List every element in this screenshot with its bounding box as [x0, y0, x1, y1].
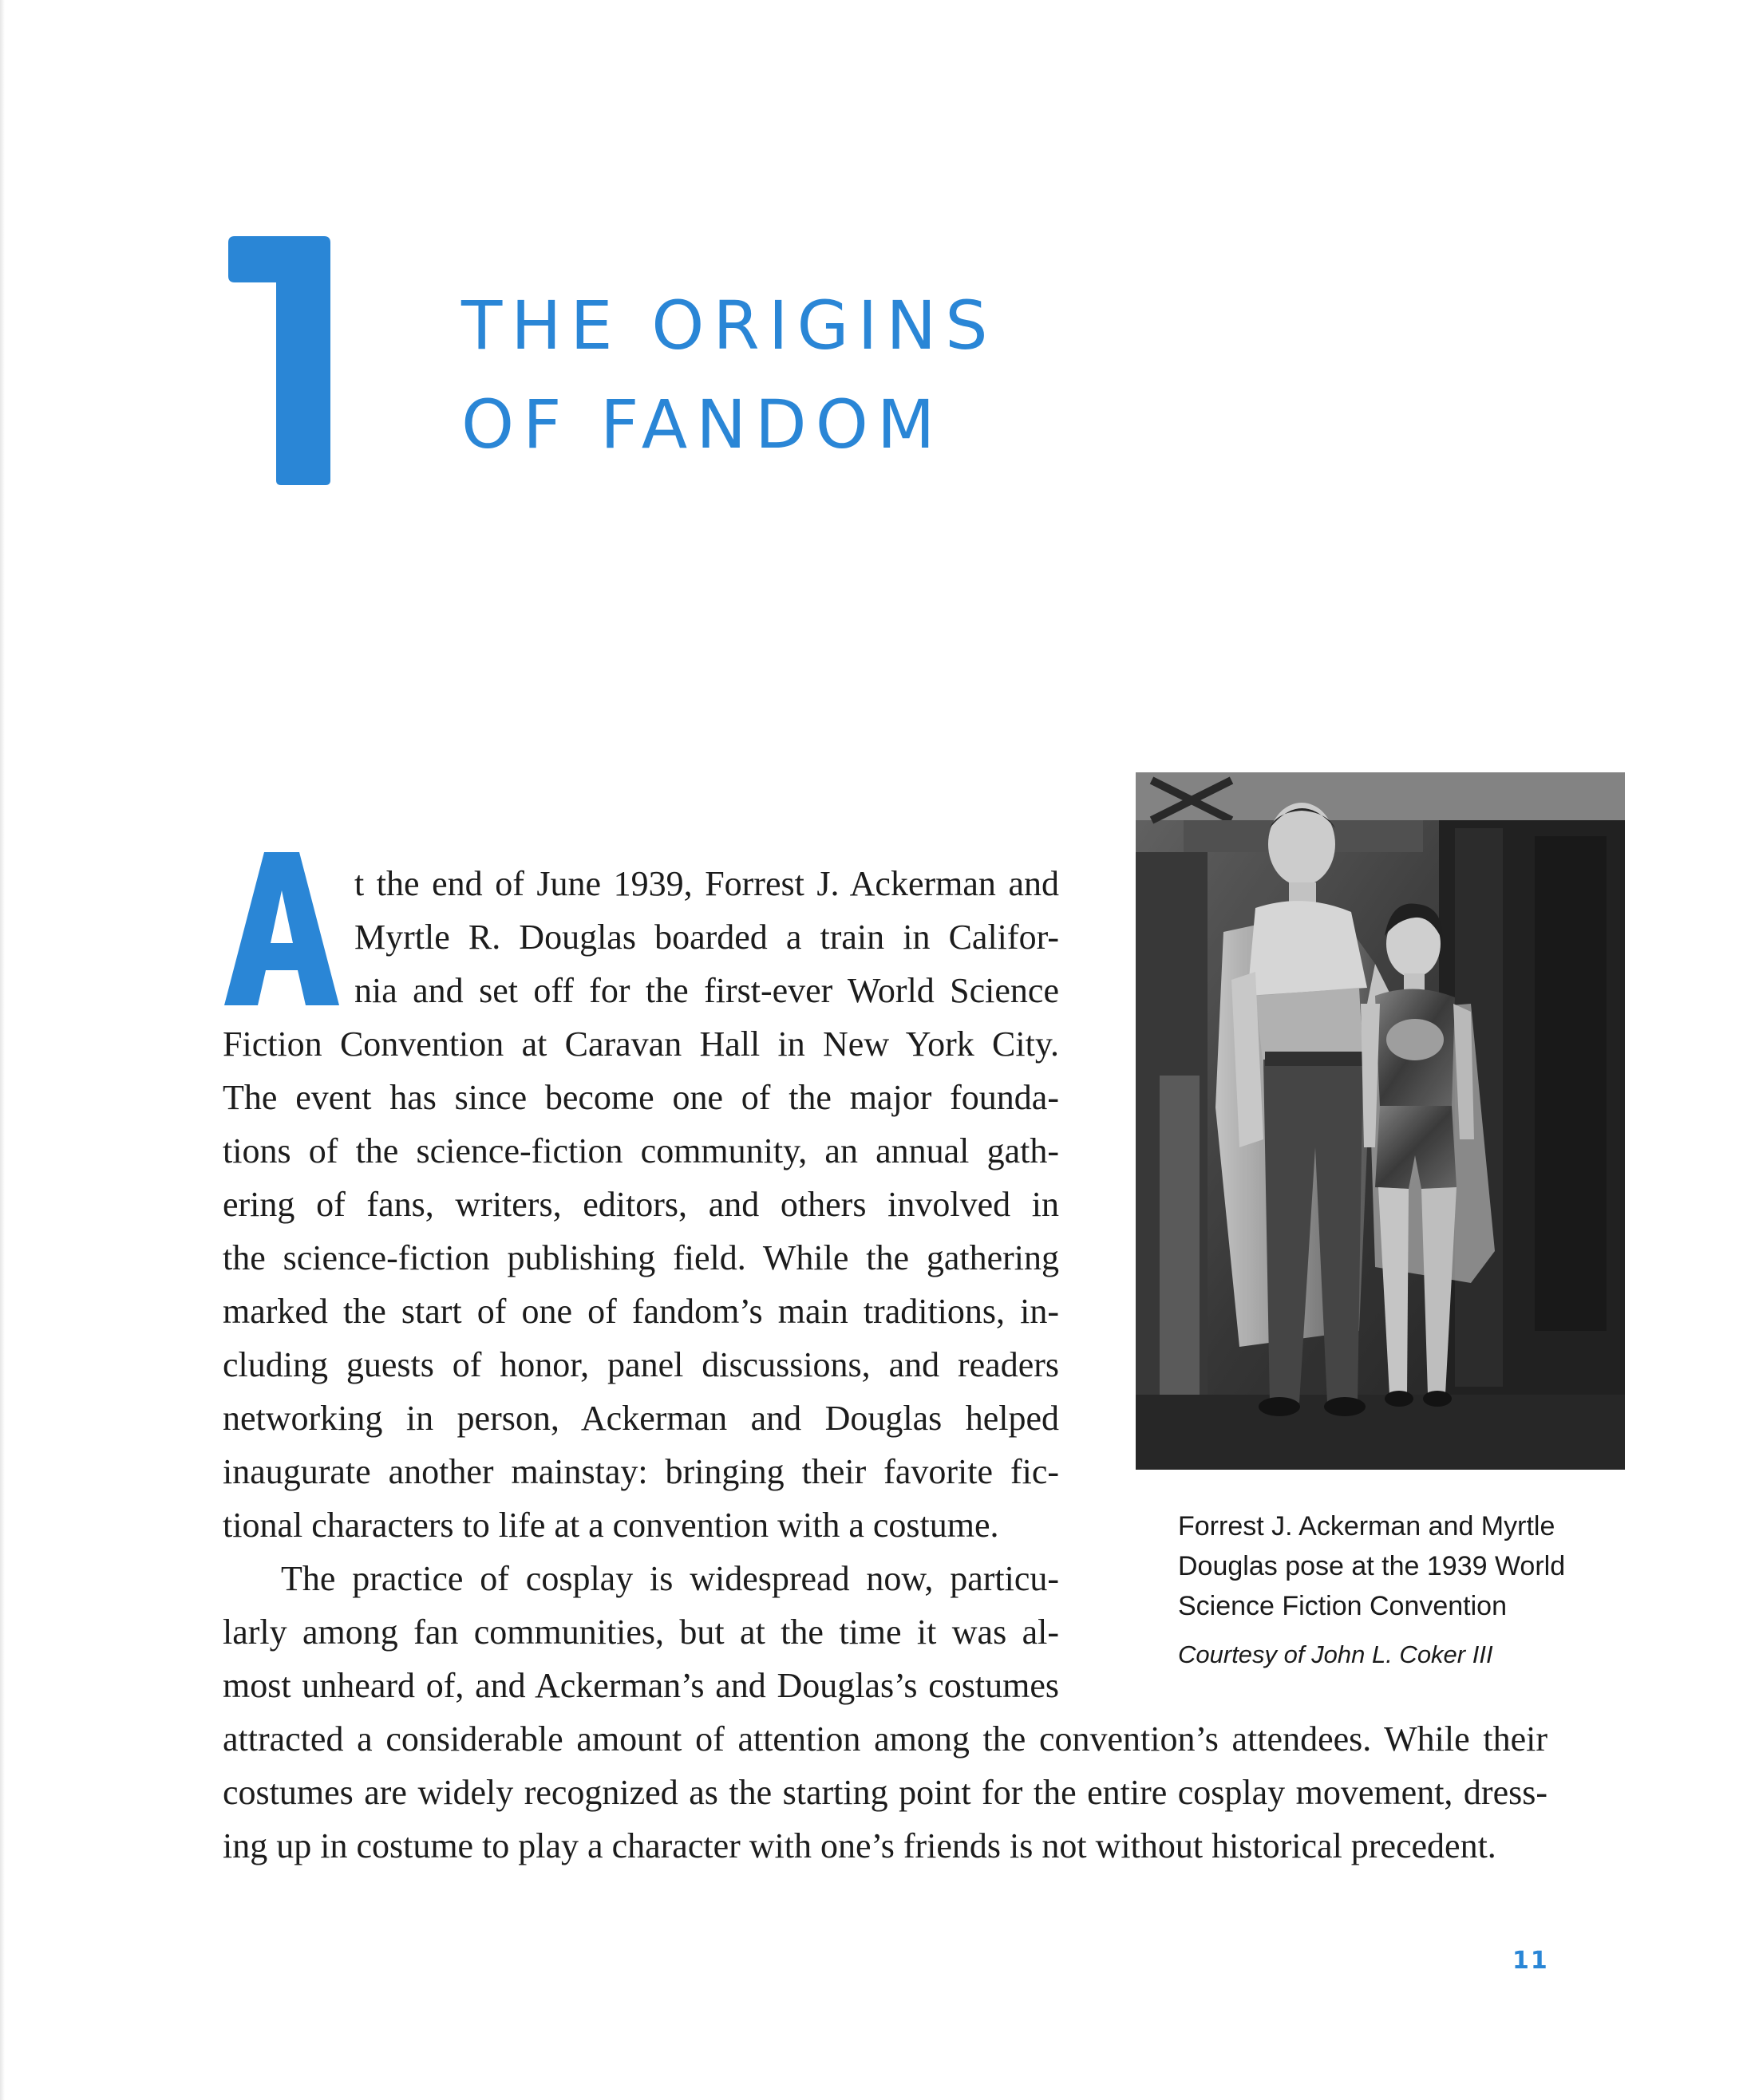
- body-line: the science-fiction publishing field. While the gathering: [223, 1238, 1059, 1277]
- body-line: costumes are widely recognized as the starting point for the entire cosplay movement, dress-: [223, 1773, 1547, 1812]
- body-line: inaugurate another mainstay: bringing their favorite fic-: [223, 1452, 1059, 1491]
- chapter-title: [461, 276, 997, 474]
- chapter-number-glyph: [228, 236, 330, 485]
- body-line: networking in person, Ackerman and Douglas helped: [223, 1399, 1059, 1438]
- figure-caption: Forrest J. Ackerman and Myrtle Douglas pose at the 1939 World Science Fiction Convention: [1178, 1511, 1566, 1621]
- figure-photo: [1136, 772, 1625, 1470]
- body-line: nia and set off for the first-ever World Science: [354, 971, 1059, 1010]
- body-line: The event has since become one of the major founda-: [223, 1078, 1059, 1117]
- body-line: t the end of June 1939, Forrest J. Ackerman and: [354, 864, 1059, 903]
- body-line: The practice of cosplay is widespread now, particu-: [281, 1559, 1059, 1598]
- drop-cap-glyph: [224, 852, 339, 1005]
- chapter-number: [222, 233, 334, 488]
- body-line: tional characters to life at a convention with a costume.: [223, 1506, 999, 1545]
- body-line: larly among fan communities, but at the time it was al-: [223, 1612, 1059, 1652]
- body-line: ing up in costume to play a character with one’s friends is not without historical precedent.: [223, 1826, 1496, 1865]
- drop-cap: [223, 849, 341, 1009]
- chapter-title-line2: OF FANDOM: [461, 385, 944, 464]
- body-line: Myrtle R. Douglas boarded a train in Califor-: [354, 918, 1059, 957]
- body-line: most unheard of, and Ackerman’s and Douglas’s costumes: [223, 1666, 1059, 1705]
- body-line: cluding guests of honor, panel discussions, and readers: [223, 1345, 1059, 1384]
- body-line: attracted a considerable amount of attention among the convention’s attendees. While their: [223, 1719, 1547, 1759]
- chapter-title-line1: THE ORIGINS: [461, 286, 997, 365]
- page-number: 11: [1512, 1947, 1549, 1975]
- body-line: marked the start of one of fandom’s main traditions, in-: [223, 1292, 1059, 1331]
- figure-credit: Courtesy of John L. Coker III: [1178, 1640, 1493, 1668]
- body-line: Fiction Convention at Caravan Hall in New York City.: [223, 1024, 1059, 1064]
- body-line: ering of fans, writers, editors, and others involved in: [223, 1185, 1059, 1224]
- page-edge: [0, 0, 5, 2100]
- body-line: tions of the science-fiction community, an annual gath-: [223, 1131, 1059, 1170]
